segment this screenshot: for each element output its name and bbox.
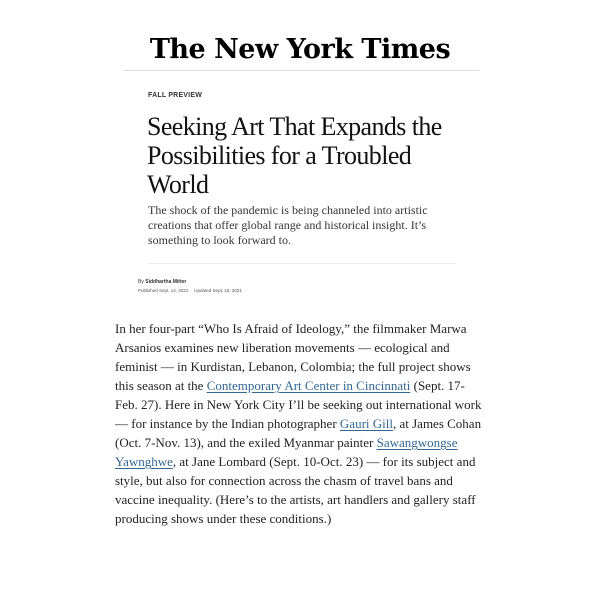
body-text-4: , at Jane Lombard (Sept. 10-Oct. 23) — for its subject and style, but also for connection across the chasm of travel bans and vaccine inequality. (Here’s to the artists, art handlers and gallery staff producing shows under these conditions.) (115, 454, 476, 526)
updated-date: Updated Sept. 15, 2021 (194, 288, 242, 293)
byline (138, 279, 186, 285)
article-summary: The shock of the pandemic is being channeled into artistic creations that offer global range and historical insight. It’s something to look forward to. (148, 203, 428, 247)
body-text-3: , at James Cohan (Oct. 7-Nov. 13), and the exiled Myanmar painter (115, 416, 482, 450)
body-text-2: (Sept. 17-Feb. 27). Here in New York City I’ll be seeking out international work — for instance by the Indian photographer (115, 378, 482, 431)
byline-prefix: By (138, 279, 146, 285)
masthead-logo[interactable]: The New York Times (149, 34, 451, 65)
article-kicker[interactable]: FALL PREVIEW (148, 92, 202, 99)
contemporary-art-center-link[interactable]: Contemporary Art Center in Cincinnati (206, 378, 411, 393)
summary-divider (148, 263, 456, 264)
dateline (138, 288, 242, 293)
sawangwongse-yawnghwe-link[interactable]: Sawangwongse Yawnghwe (115, 435, 458, 469)
gauri-gill-link[interactable]: Gauri Gill (339, 416, 393, 431)
author-link[interactable]: Siddhartha Mitter (145, 279, 187, 285)
masthead-divider (123, 70, 479, 71)
article-body-paragraph (115, 319, 483, 528)
article-headline: Seeking Art That Expands the Possibilities for a Troubled World (147, 112, 442, 199)
body-text-1: In her four-part “Who Is Afraid of Ideology,” the filmmaker Marwa Arsanios examines new liberation movements — ecological and feminist — in Kurdistan, Lebanon, Colombia; the full project shows this season at the (115, 321, 471, 393)
published-date: Published Sept. 14, 2021 (138, 288, 189, 293)
